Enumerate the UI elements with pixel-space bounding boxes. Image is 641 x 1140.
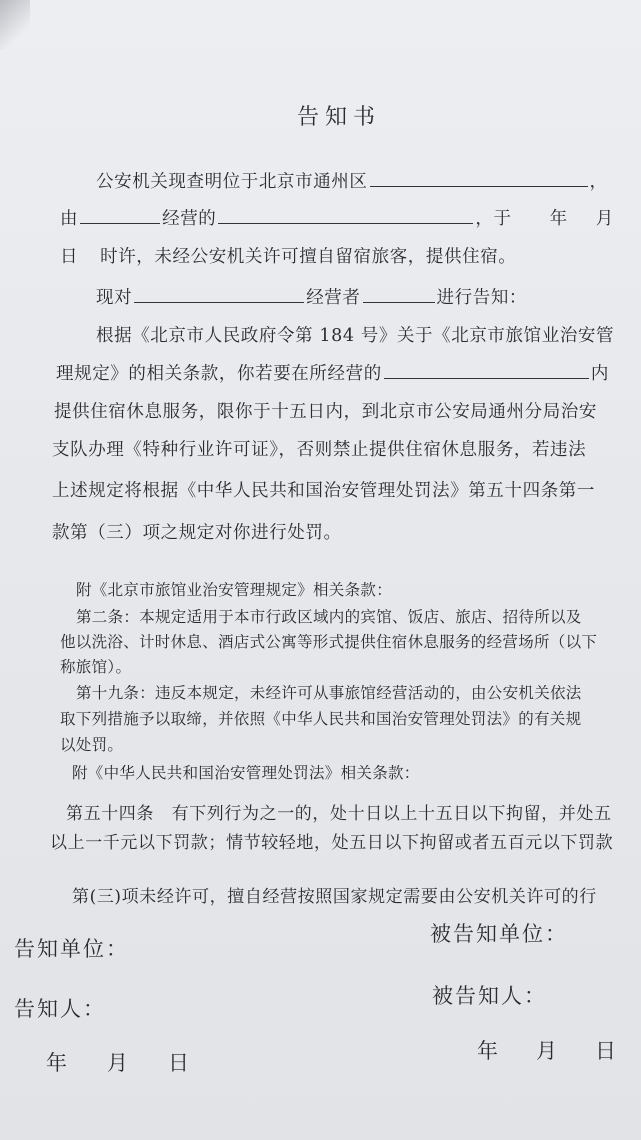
premises-blank [218,222,473,224]
article2-line1: 第二条：本规定适用于本市行政区域内的宾馆、饭店、旅店、招待所以及 [76,608,582,626]
article2-line2: 他以洗浴、计时休息、酒店式公寓等形式提供住宿休息服务的经营场所（以下 [60,633,598,651]
para3-line1: 根据《北京市人民政府令第 184 号》关于《北京市旅馆业治安管 [96,326,615,346]
notified-unit-label: 被告知单位： [430,922,568,946]
para1-line3: 日 时许，未经公安机关许可擅自留宿旅客，提供住宿。 [60,247,517,267]
para2-line: 现对 经营者 进行告知： [96,288,528,308]
appendix2-heading: 附《中华人民共和国治安管理处罚法》相关条款： [72,764,420,782]
para3-line3: 提供住宿休息服务，限你于十五日内，到北京市公安局通州分局治安 [54,402,597,422]
appendix1-heading: 附《北京市旅馆业治安管理规定》相关条款： [76,581,393,599]
left-date: 年 月 日 [46,1051,191,1075]
para3-line5: 上述规定将根据《中华人民共和国治安管理处罚法》第五十四条第一 [52,481,595,501]
article19-line2: 取下列措施予以取缔，并依照《中华人民共和国治安管理处罚法》的有关规 [60,710,582,728]
para3-line4: 支队办理《特种行业许可证》，否则禁止提供住宿休息服务，若违法 [52,440,587,460]
para3-line2: 理规定》的相关条款，你若要在所经营的 内 [56,364,609,384]
article54-line1: 第五十四条 有下列行为之一的，处十日以上十五日以下拘留，并处五 [66,804,612,824]
business-blank [134,301,304,303]
location-blank [370,185,588,187]
para3-line6: 款第（三）项之规定对你进行处罚。 [52,523,342,543]
document-title: 告知书 [297,105,382,130]
page-shadow [0,0,30,50]
notifier-label: 告知人： [14,997,106,1021]
article19-line1: 第十九条：违反本规定，未经许可从事旅馆经营活动的，由公安机关依法 [76,684,582,702]
right-date: 年 月 日 [477,1039,618,1063]
para1-line2: 由 经营的 ，于 年 月 [60,209,614,229]
notified-person-label: 被告知人： [432,984,547,1008]
article54-item3: 第(三)项未经许可，擅自经营按照国家规定需要由公安机关许可的行 [72,887,597,907]
operator-blank [80,222,160,224]
premises-blank-2 [384,377,589,379]
article54-line2: 以上一千元以下罚款；情节较轻地，处五日以下拘留或者五百元以下罚款 [50,833,614,853]
article19-line3: 以处罚。 [60,736,124,754]
article2-line3: 称旅馆）。 [60,658,132,676]
notifying-unit-label: 告知单位： [14,937,129,961]
para1-line1: 公安机关现查明位于北京市通州区 ， [96,172,608,192]
owner-blank [363,301,435,303]
